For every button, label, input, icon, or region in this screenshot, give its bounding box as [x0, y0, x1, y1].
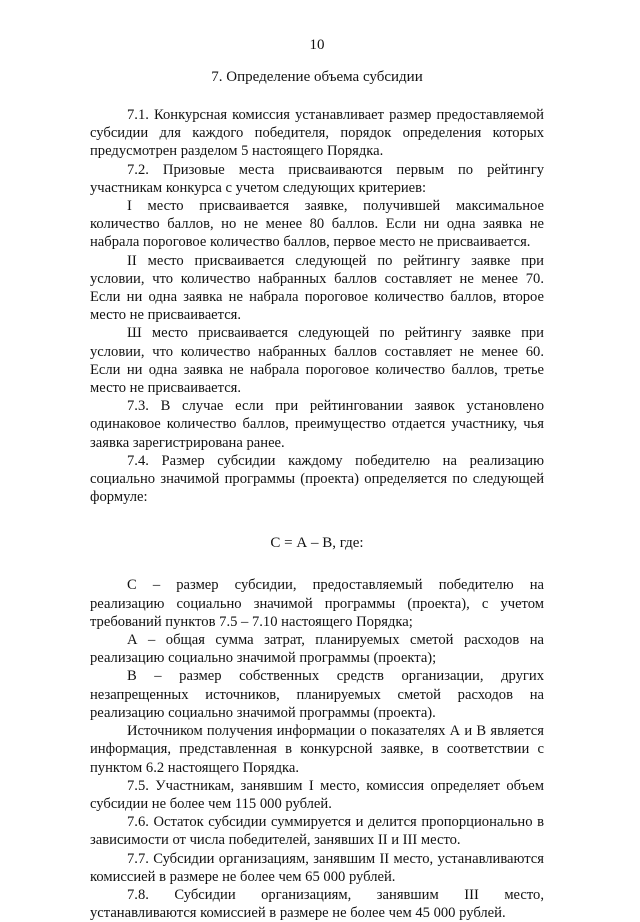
paragraph-7-5: 7.5. Участникам, занявшим I место, комиссия определяет объем субсидии не более чем 115 000 рублей.	[90, 777, 544, 812]
section-title: 7. Определение объема субсидии	[211, 69, 423, 85]
paragraph-first-place: I место присваивается заявке, получившей максимальное количество баллов, но не менее 80 баллов. Если ни одна заявка не набрала пороговое количество баллов, первое место не присваивается.	[90, 198, 544, 251]
paragraph-7-4: 7.4. Размер субсидии каждому победителю на реализацию социально значимой программы (проекта) определяется по следующей формуле:	[90, 452, 544, 506]
paragraph-7-3: 7.3. В случае если при рейтинговании заявок установлено одинаковое количество баллов, преимущество отдается участнику, чья заявка зарегистрирована ранее.	[90, 398, 544, 451]
body-before-formula	[90, 106, 544, 506]
paragraph-7-6: 7.6. Остаток субсидии суммируется и делится пропорционально в зависимости от числа победителей, занявших II и III место.	[90, 814, 544, 849]
paragraph-definition-a: А – общая сумма затрат, планируемых сметой расходов на реализацию социально значимой программы (проекта);	[90, 632, 544, 667]
paragraph-definition-c: С – размер субсидии, предоставляемый победителю на реализацию социально значимой программы (проекта), с учетом требований пунктов 7.5 – 7.10 настоящего Порядка;	[90, 577, 544, 630]
paragraph-7-8: 7.8. Субсидии организациям, занявшим III место, устанавливаются комиссией в размере не более чем 45 000 рублей.	[90, 886, 544, 922]
subsidy-formula: С = А – В, где:	[270, 535, 364, 552]
body-after-formula	[90, 576, 544, 922]
paragraph-third-place: Ш место присваивается следующей по рейтингу заявке при условии, что количество набранных баллов составляет не менее 60. Если ни одна заявка не набрала пороговое количество баллов, третье место не присваивается.	[90, 325, 544, 397]
paragraph-7-1: 7.1. Конкурсная комиссия устанавливает размер предоставляемой субсидии для каждого победителя, порядок определения которых предусмотрен разделом 5 настоящего Порядка.	[90, 107, 544, 160]
paragraph-7-2: 7.2. Призовые места присваиваются первым по рейтингу участникам конкурса с учетом следующих критериев:	[90, 161, 544, 196]
paragraph-second-place: II место присваивается следующей по рейтингу заявке при условии, что количество набранных баллов составляет не менее 70. Если ни одна заявка не набрала пороговое количество баллов, второе место не присваивается.	[90, 252, 544, 324]
page-number: 10	[309, 37, 325, 53]
paragraph-7-7: 7.7. Субсидии организациям, занявшим II место, устанавливаются комиссией в размере не более чем 65 000 рублей.	[90, 850, 544, 885]
paragraph-definition-b: В – размер собственных средств организации, других незапрещенных источников, планируемых сметой расходов на реализацию социально значимой программы (проекта).	[90, 668, 544, 721]
paragraph-info-source: Источником получения информации о показателях А и В является информация, представленная в конкурсной заявке, в соответствии с пунктом 6.2 настоящего Порядка.	[90, 723, 544, 776]
